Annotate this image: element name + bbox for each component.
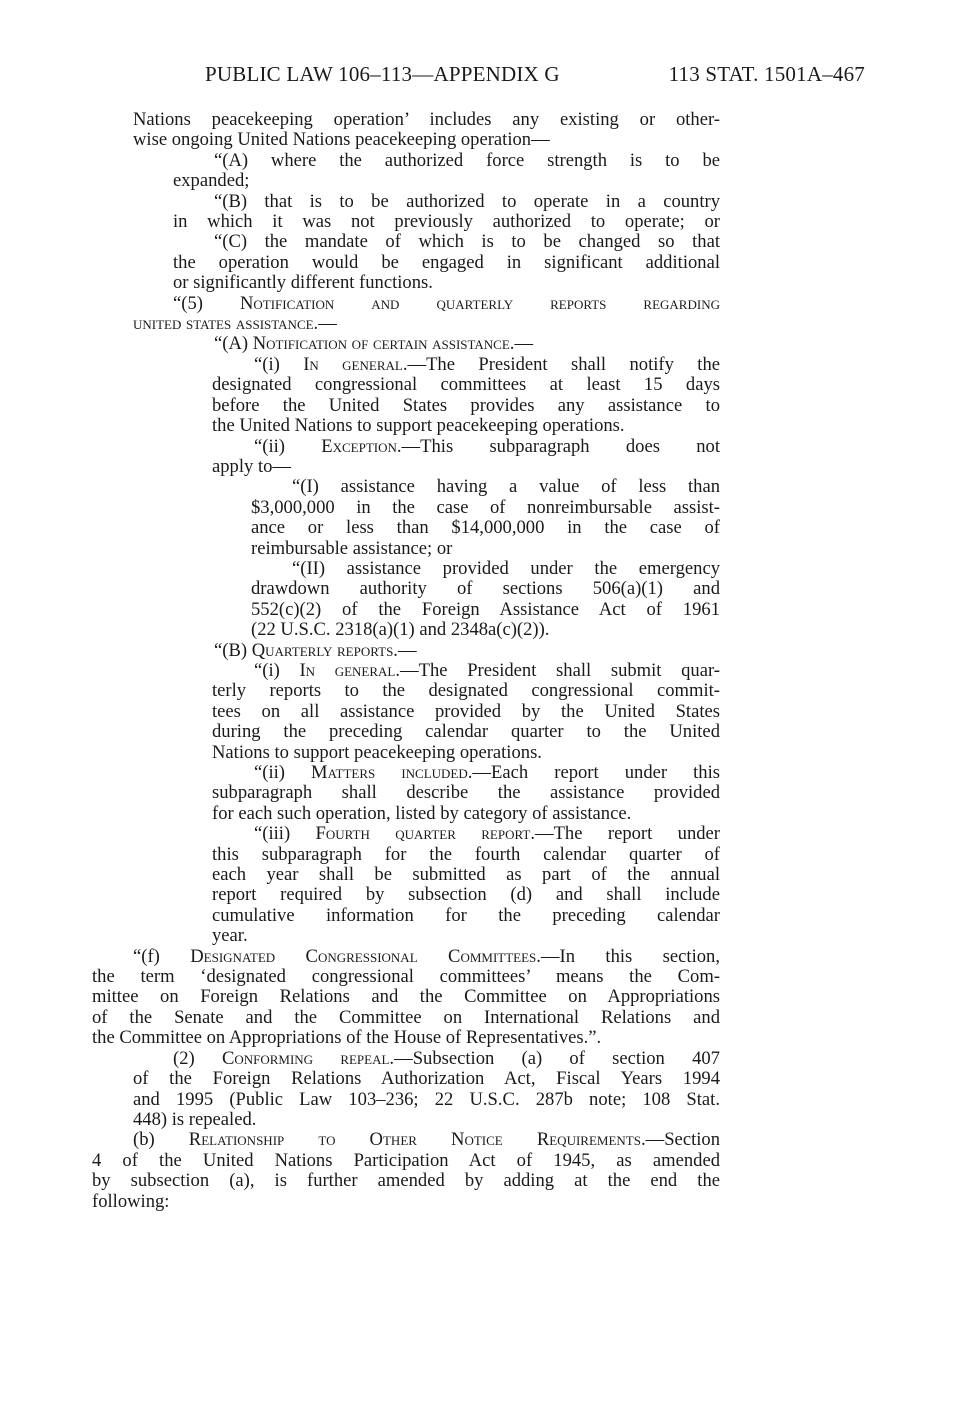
clause-b-i-heading: “(i) In general.—The President shall submit quar- (254, 659, 720, 681)
text-line: before the United States provides any assistance to (212, 394, 720, 416)
text-line: in which it was not previously authorized to operate; or (173, 211, 720, 233)
text-line: year. (212, 925, 248, 947)
text-line: this subparagraph for the fourth calendar quarter of (212, 843, 720, 865)
text-line: ance or less than $14,000,000 in the case of (251, 517, 720, 539)
text-line: during the preceding calendar quarter to the United (212, 721, 720, 743)
text-line: the United Nations to support peacekeeping operations. (212, 415, 625, 437)
text-line: subparagraph shall describe the assistance provided (212, 782, 720, 804)
text-line: the Committee on Appropriations of the House of Representatives.”. (92, 1027, 602, 1049)
paragraph-2-heading: (2) Conforming repeal.—Subsection (a) of section 407 (173, 1047, 720, 1069)
text-line: of the Senate and the Committee on International Relations and (92, 1006, 720, 1028)
text-line: terly reports to the designated congressional commit- (212, 680, 720, 702)
text-line: wise ongoing United Nations peacekeeping operation— (133, 129, 550, 151)
text-line: mittee on Foreign Relations and the Committee on Appropriations (92, 986, 720, 1008)
text-line: report required by subsection (d) and shall include (212, 884, 720, 906)
running-head: PUBLIC LAW 106–113—APPENDIX G (205, 62, 560, 86)
text-line: following: (92, 1190, 170, 1212)
statute-text (0, 110, 958, 1212)
clause-b-ii-heading: “(ii) Matters included.—Each report under this (254, 762, 721, 783)
subsection-b-heading: (b) Relationship to Other Notice Requirements.—Section (133, 1129, 720, 1151)
text-line: cumulative information for the preceding calendar (212, 904, 720, 926)
text-line: apply to— (212, 455, 292, 477)
statute-citation: 113 STAT. 1501A–467 (668, 62, 865, 86)
clause-a-ii-heading: “(ii) Exception.—This subparagraph does not (254, 435, 720, 457)
text-line: by subsection (a), is further amended by adding at the end the (92, 1170, 720, 1192)
clause-a-i-heading: “(i) In general.—The President shall notify the (254, 353, 720, 375)
text-line: 552(c)(2) of the Foreign Assistance Act of 1961 (251, 598, 720, 620)
text-line: 448) is repealed. (133, 1108, 257, 1130)
text-line: and 1995 (Public Law 103–236; 22 U.S.C. 287b note; 108 Stat. (133, 1088, 720, 1110)
text-line: of the Foreign Relations Authorization Act, Fiscal Years 1994 (133, 1068, 720, 1090)
text-line: “(II) assistance provided under the emergency (292, 557, 720, 579)
subsection-f-heading: “(f) Designated Congressional Committees.—In this section, (133, 945, 720, 967)
text-line: 4 of the United Nations Participation Act of 1945, as amended (92, 1149, 720, 1171)
text-line: tees on all assistance provided by the United States (212, 700, 720, 722)
text-line: Nations peacekeeping operation’ includes any existing or other- (133, 109, 720, 130)
text-line: for each such operation, listed by category of assistance. (212, 802, 632, 824)
subparagraph-a-heading: “(A) Notification of certain assistance.— (214, 333, 534, 355)
text-line: $3,000,000 in the case of nonreimbursable assist- (251, 496, 720, 518)
text-line: drawdown authority of sections 506(a)(1) and (251, 578, 720, 600)
text-line: reimbursable assistance; or (251, 537, 453, 559)
text-line: Nations to support peacekeeping operations. (212, 741, 542, 763)
text-line: “(C) the mandate of which is to be changed so that (214, 231, 720, 253)
text-line: “(A) where the authorized force strength is to be (214, 149, 720, 171)
paragraph-5-heading-cont: united states assistance.— (133, 313, 337, 335)
text-line: designated congressional committees at least 15 days (212, 374, 720, 396)
text-line: the operation would be engaged in significant additional (173, 251, 720, 273)
text-line: “(B) that is to be authorized to operate in a country (214, 190, 720, 212)
clause-b-iii-heading: “(iii) Fourth quarter report.—The report under (254, 823, 721, 845)
text-line: (22 U.S.C. 2318(a)(1) and 2348a(c)(2)). (251, 619, 550, 641)
page-header (205, 62, 865, 88)
paragraph-5-heading: “(5) Notification and quarterly reports regarding (173, 292, 720, 314)
subparagraph-b-heading: “(B) Quarterly reports.— (214, 639, 417, 661)
text-line: expanded; (173, 170, 250, 192)
text-line: “(I) assistance having a value of less than (292, 476, 720, 498)
text-line: each year shall be submitted as part of the annual (212, 864, 720, 886)
text-line: or significantly different functions. (173, 272, 433, 294)
text-line: the term ‘designated congressional committees’ means the Com- (92, 966, 720, 988)
